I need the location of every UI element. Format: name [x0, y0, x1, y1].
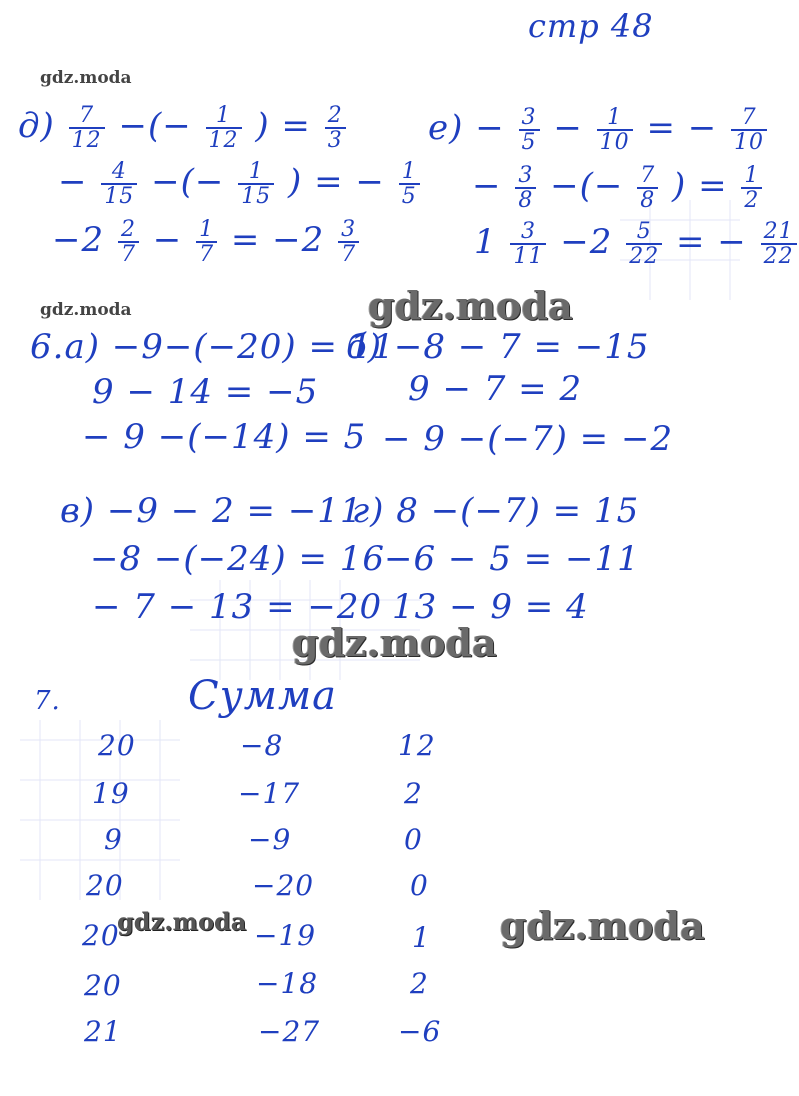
ex6-g-line3: 13 − 9 = 4 [392, 587, 589, 627]
ex7-cell: 9 [104, 823, 123, 856]
ex7-cell: 0 [410, 869, 429, 902]
ex6-v-line3: − 7 − 13 = −20 [92, 587, 383, 627]
ex6-b-line1: б) −8 − 7 = −15 [346, 327, 650, 367]
ex7-cell: −6 [398, 1015, 442, 1048]
ex5-e-line3: 1 $\frac{3}{11}$ −2 $\frac{5}{22}$ = − $\frac{21}{22}$ [474, 220, 799, 268]
ex7-cell: 19 [92, 777, 130, 810]
ex7-cell: 20 [98, 729, 136, 762]
ex6-g-line1: г) 8 −(−7) = 15 [352, 491, 640, 531]
ex5-d-line2: − $\frac{4}{15}$ −(− $\frac{1}{15}$ ) = − $\frac{1}{5}$ [58, 160, 422, 208]
ex7-number: 7. [34, 686, 61, 716]
watermark: gdz.moda [40, 300, 132, 320]
ex6-v-line1: в) −9 − 2 = −11 [60, 491, 363, 531]
ex7-cell: 20 [86, 869, 124, 902]
ex7-cell: −27 [258, 1015, 321, 1048]
ex7-cell: −8 [240, 729, 284, 762]
ex7-cell: −17 [238, 777, 301, 810]
ex7-cell: 20 [84, 969, 122, 1002]
watermark: gdz.moda [117, 907, 247, 936]
ex5-d-line3: −2 $\frac{2}{7}$ − $\frac{1}{7}$ = −2 $\frac{3}{7}$ [52, 218, 361, 266]
watermark: gdz.moda [368, 283, 573, 328]
watermark: gdz.moda [292, 620, 497, 665]
ex5-e-line1: е) − $\frac{3}{5}$ − $\frac{1}{10}$ = − $\frac{7}{10}$ [428, 106, 769, 154]
ex7-cell: 2 [410, 967, 429, 1000]
ex7-cell: 0 [404, 823, 423, 856]
ex7-cell: 12 [398, 729, 436, 762]
ex7-cell: 21 [84, 1015, 122, 1048]
ex7-cell: 2 [404, 777, 423, 810]
ex5-d-line1: д) $\frac{7}{12}$ −(− $\frac{1}{12}$ ) = $\frac{2}{3}$ [18, 104, 348, 152]
ex7-title: Сумма [188, 673, 337, 719]
ex6-a-line2: 9 − 14 = −5 [92, 372, 319, 412]
ex7-cell: −19 [254, 919, 317, 952]
ex6-b-line2: 9 − 7 = 2 [408, 369, 583, 409]
ex7-cell: −20 [252, 869, 315, 902]
ex7-cell: 20 [82, 919, 120, 952]
ex7-cell: −9 [248, 823, 292, 856]
ex6-a-line3: − 9 −(−14) = 5 [82, 417, 367, 457]
watermark: gdz.moda [500, 903, 705, 948]
watermark: gdz.moda [40, 68, 132, 88]
ex6-b-line3: − 9 −(−7) = −2 [382, 419, 674, 459]
ex6-v-line2: −8 −(−24) = 16 [90, 539, 386, 579]
ex6-g-line2: −6 − 5 = −11 [384, 539, 640, 579]
ex6-a-line1: 6.а) −9−(−20) = 11 [30, 327, 396, 367]
ex7-cell: −18 [256, 967, 319, 1000]
page-reference: стр 48 [528, 7, 654, 45]
ex7-cell: 1 [412, 921, 431, 954]
ex5-e-line2: − $\frac{3}{8}$ −(− $\frac{7}{8}$ ) = $\frac{1}{2}$ [472, 164, 764, 212]
